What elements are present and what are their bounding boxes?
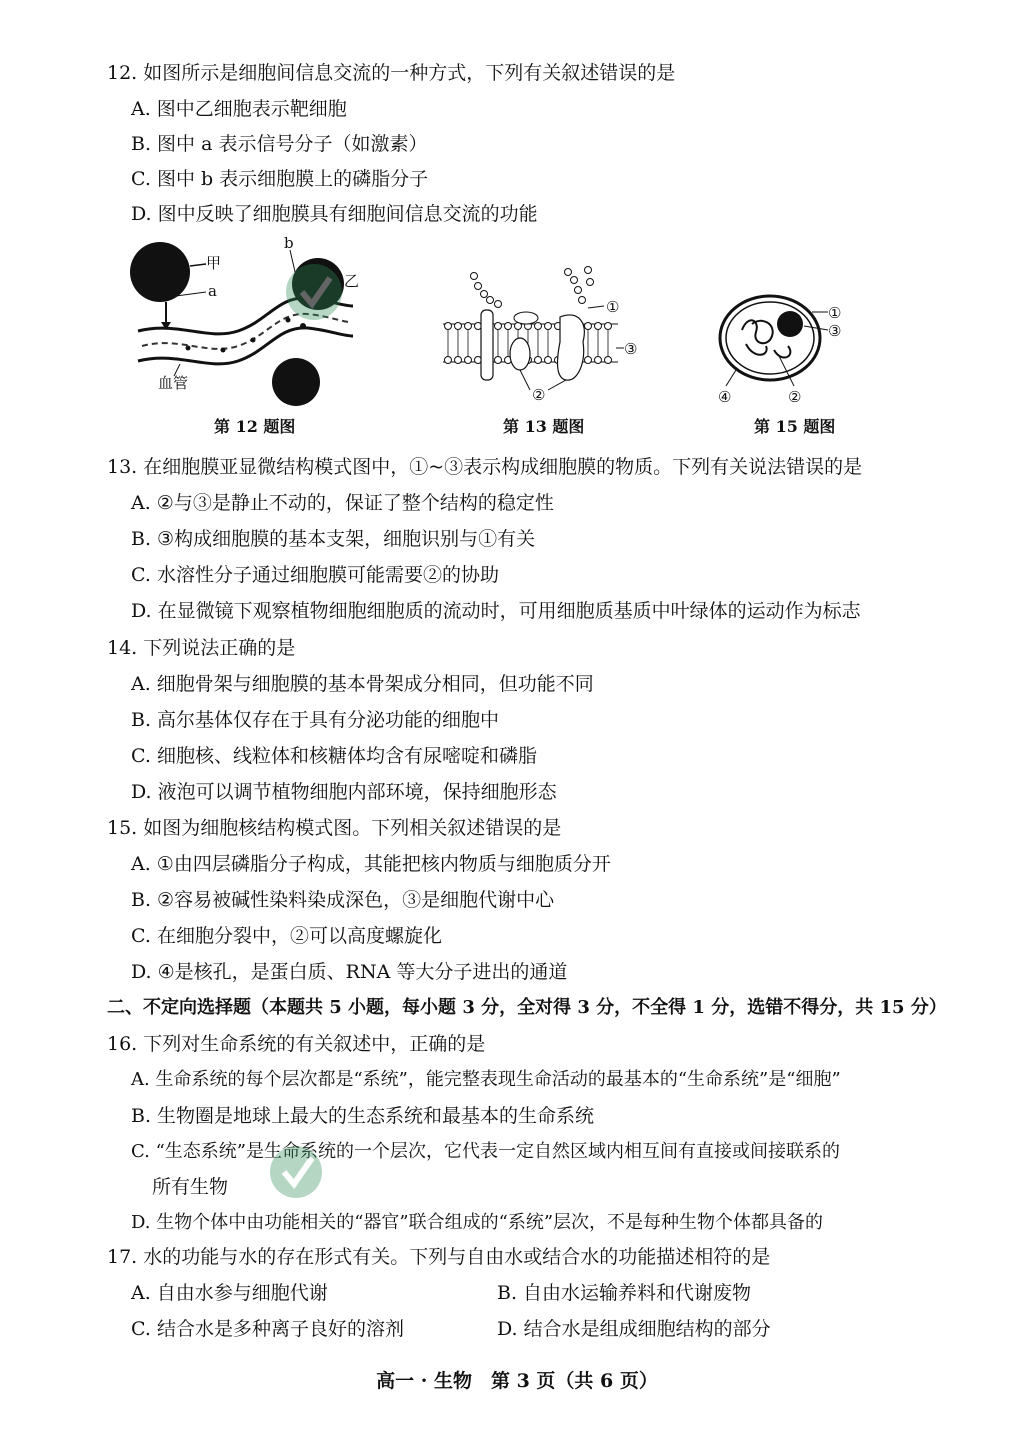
figure-12-cell-signaling <box>128 236 378 406</box>
q13-option-d: D. 在显微镜下观察植物细胞细胞质的流动时，可用细胞质基质中叶绿体的运动作为标志 <box>131 600 861 622</box>
figure-15-caption: 第 15 题图 <box>754 417 836 436</box>
q17-option-c: C. 结合水是多种离子良好的溶剂 <box>131 1318 404 1340</box>
fig15-label-1: ① <box>828 304 842 322</box>
figure-15-nucleus <box>712 290 852 410</box>
fig12-label-yi: 乙 <box>344 272 360 290</box>
q14-option-b: B. 高尔基体仅存在于具有分泌功能的细胞中 <box>131 709 500 731</box>
fig12-label-a: a <box>208 282 217 300</box>
figure-13-membrane <box>438 262 648 402</box>
q12-option-b: B. 图中 a 表示信号分子（如激素） <box>131 133 428 155</box>
q15-stem: 15. 如图为细胞核结构模式图。下列相关叙述错误的是 <box>107 817 562 839</box>
q16-stem: 16. 下列对生命系统的有关叙述中，正确的是 <box>107 1033 486 1055</box>
fig12-label-b: b <box>284 236 294 252</box>
fig13-label-3: ③ <box>624 340 638 358</box>
q16-option-d: D. 生物个体中由功能相关的“器官”联合组成的“系统”层次，不是每种生物个体都具备的 <box>131 1212 824 1233</box>
q12-stem: 12. 如图所示是细胞间信息交流的一种方式，下列有关叙述错误的是 <box>107 62 676 84</box>
q16-option-b: B. 生物圈是地球上最大的生态系统和最基本的生命系统 <box>131 1105 595 1127</box>
q15-option-d: D. ④是核孔，是蛋白质、RNA 等大分子进出的通道 <box>131 961 568 983</box>
q16-option-c-continued: 所有生物 <box>152 1176 229 1198</box>
fig15-label-3: ③ <box>828 322 842 340</box>
figure-12-caption: 第 12 题图 <box>214 417 296 436</box>
q15-option-c: C. 在细胞分裂中，②可以高度螺旋化 <box>131 925 442 947</box>
fig13-label-2: ② <box>532 386 546 402</box>
q12-option-d: D. 图中反映了细胞膜具有细胞间信息交流的功能 <box>131 203 538 225</box>
q12-option-a: A. 图中乙细胞表示靶细胞 <box>131 98 347 120</box>
q16-option-a: A. 生命系统的每个层次都是“系统”，能完整表现生命活动的最基本的“生命系统”是“细胞” <box>131 1069 841 1090</box>
q13-option-b: B. ③构成细胞膜的基本支架，细胞识别与①有关 <box>131 528 536 550</box>
q14-option-a: A. 细胞骨架与细胞膜的基本骨架成分相同，但功能不同 <box>131 673 594 695</box>
q16-option-c: C. “生态系统”是生命系统的一个层次，它代表一定自然区域内相互间有直接或间接联系的 <box>131 1141 840 1162</box>
fig12-label-jia: 甲 <box>206 254 222 272</box>
fig15-label-4: ④ <box>718 388 732 406</box>
q17-option-b: B. 自由水运输养料和代谢废物 <box>497 1282 752 1304</box>
q14-option-d: D. 液泡可以调节植物细胞内部环境，保持细胞形态 <box>131 781 557 803</box>
section-2-heading: 二、不定向选择题（本题共 5 小题，每小题 3 分，全对得 3 分，不全得 1 分，选错不得分，共 15 分） <box>107 997 947 1018</box>
q15-option-b: B. ②容易被碱性染料染成深色，③是细胞代谢中心 <box>131 889 555 911</box>
q13-option-c: C. 水溶性分子通过细胞膜可能需要②的协助 <box>131 564 499 586</box>
q14-stem: 14. 下列说法正确的是 <box>107 637 296 659</box>
page-footer: 高一 · 生物 第 3 页（共 6 页） <box>376 1370 658 1392</box>
fig13-label-1: ① <box>606 298 620 316</box>
q17-stem: 17. 水的功能与水的存在形式有关。下列与自由水或结合水的功能描述相符的是 <box>107 1246 771 1268</box>
q17-option-a: A. 自由水参与细胞代谢 <box>131 1282 328 1304</box>
q12-option-c: C. 图中 b 表示细胞膜上的磷脂分子 <box>131 168 429 190</box>
fig12-label-vessel: 血管 <box>158 374 189 392</box>
q17-option-d: D. 结合水是组成细胞结构的部分 <box>497 1318 771 1340</box>
figure-13-caption: 第 13 题图 <box>503 417 585 436</box>
watermark-logo-2 <box>262 1120 412 1210</box>
q13-option-a: A. ②与③是静止不动的，保证了整个结构的稳定性 <box>131 492 554 514</box>
q14-option-c: C. 细胞核、线粒体和核糖体均含有尿嘧啶和磷脂 <box>131 745 537 767</box>
q15-option-a: A. ①由四层磷脂分子构成，其能把核内物质与细胞质分开 <box>131 853 611 875</box>
q13-stem: 13. 在细胞膜亚显微结构模式图中，①~③表示构成细胞膜的物质。下列有关说法错误的是 <box>107 456 863 478</box>
fig15-label-2: ② <box>788 388 802 406</box>
